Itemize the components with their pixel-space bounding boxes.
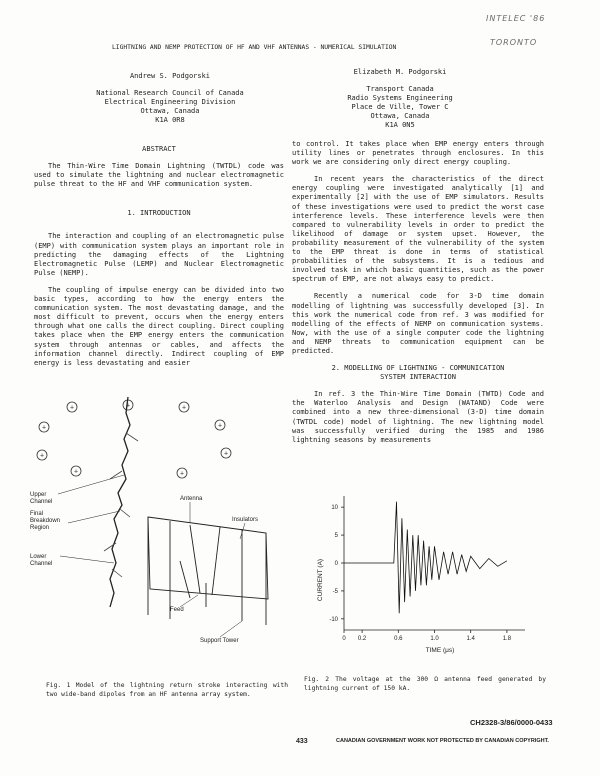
charge-plus: + <box>125 402 131 410</box>
page-number: 433 <box>296 738 308 745</box>
y-tick-label: -10 <box>329 616 338 623</box>
label-feed: Feed <box>170 607 184 613</box>
charge-symbols <box>37 400 231 478</box>
x-tick-label: 1.8 <box>502 636 512 642</box>
label-antenna: Antenna <box>180 496 203 502</box>
affiliation-line: K1A 0R8 <box>155 116 185 125</box>
author-block-1 <box>70 72 270 125</box>
x-tick-label: 1.0 <box>430 636 439 642</box>
handwritten-note: TORONTO <box>490 38 538 47</box>
affiliation-line: National Research Council of Canada <box>96 89 244 98</box>
affiliation-line: Radio Systems Engineering <box>347 94 453 103</box>
author-name: Elizabeth M. Podgorski <box>353 68 447 76</box>
paragraph: Recently a numerical code for 3-D time domain modelling of lightning was successfully developed [3]. In this work the numerical code from ref. 3 was modified for modelling of the effects of NEMP on communication systems. Now, with the use of a single computer code the lightning and NEMP threats to communication equipment can be predicted. <box>292 292 544 355</box>
lightning-branches <box>104 433 138 577</box>
chart-series-line <box>344 502 507 614</box>
affiliation-line: Ottawa, Canada <box>370 112 430 121</box>
abstract-text: The Thin-Wire Time Domain Lightning (TWTDL) code was used to simulate the lightning and nuclear electromagnetic pulse threat to the HF and VHF communication system. <box>34 162 284 189</box>
paragraph: to control. It takes place when EMP energy enters through utility lines or penetrates through enclosures. In this work we are considering only direct energy coupling. <box>292 140 544 167</box>
publication-code: CH2328-3/86/0000-0433 <box>470 718 553 727</box>
figure-2-chart <box>300 490 545 660</box>
charge-plus: + <box>223 450 229 458</box>
label-insulators: Insulators <box>232 517 259 523</box>
affiliation-line: K1A 0N5 <box>385 121 415 130</box>
affiliation-line: Place de Ville, Tower C <box>351 103 449 112</box>
y-tick-label: 5 <box>334 533 338 540</box>
abstract-heading: ABSTRACT <box>142 145 176 153</box>
charge-plus: + <box>69 404 75 412</box>
x-tick-label: 0.2 <box>357 636 367 642</box>
paragraph: In recent years the characteristics of the direct energy coupling were investigated analytically [1] and experimentally [2] with the use of EMP simulators. Results of these investigations were used to predict the worst case interference levels. These interference levels were then compared to vulnerability levels in order to predict the likelihood of damage or system upset. However, the probability measurement of the vulnerability of the system to the EMP threat is done in terms of statistical probabilities of the subsystems. It is a tedious and involved task in which basic quantities, such as the power spectrum of EMP, are not always easy to predict. <box>292 175 544 284</box>
y-tick-label: -5 <box>332 588 338 595</box>
charge-plus: + <box>179 470 185 478</box>
label-lower-channel: Lower Channel <box>30 554 53 567</box>
paper-title: LIGHTNING AND NEMP PROTECTION OF HF AND VHF ANTENNAS - NUMERICAL SIMULATION <box>112 44 397 51</box>
charge-plus: + <box>41 424 47 432</box>
handwritten-note: INTELEC '86 <box>486 14 546 23</box>
section-heading: 2. MODELLING OF LIGHTNING - COMMUNICATION SYSTEM INTERACTION <box>331 364 505 382</box>
figure-1-caption: Fig. 1 Model of the lightning return stroke interacting with two wide-band dipoles from an HF antenna array system. <box>46 682 288 698</box>
affiliation-line: Ottawa, Canada <box>140 107 200 116</box>
left-column <box>34 145 284 376</box>
y-tick-label: 0 <box>334 561 338 567</box>
paragraph: The interaction and coupling of an electromagnetic pulse (EMP) with communication system plays an important role in predicting the damaging effects of the Lightning Electromagnetic Pulse (LEMP) and Nuclear Electromagnetic Pulse (NEMP). <box>34 232 285 277</box>
paragraph: In ref. 3 the Thin-Wire Time Domain (TWTD) Code and the Waterloo Analysis and Design (WATAND) Code were combined into a new three-dimensional (3-D) time domain (TWTDL code) model of lightning. The new lightning model was successfully verified during the 1985 and 1986 lightning seasons by measurements <box>292 390 544 444</box>
chart-y-axis-label: CURRENT (A) <box>317 558 324 602</box>
author-block-2 <box>300 68 500 131</box>
charge-plus: + <box>217 422 223 430</box>
affiliation-line: Transport Canada <box>366 85 434 94</box>
section-heading: 1. INTRODUCTION <box>127 209 191 218</box>
copyright-notice: CANADIAN GOVERNMENT WORK NOT PROTECTED BY CANADIAN COPYRIGHT. <box>336 738 549 744</box>
figure-1-diagram <box>30 393 290 663</box>
label-final-breakdown: Final Breakdown Region <box>30 511 61 531</box>
paragraph: The coupling of impulse energy can be divided into two basic types, according to how the energy enters the communication system. The most devastating damage, and the most difficult to prevent, occurs when the energy enters through what one calls the direct coupling. Direct coupling takes place when the EMP energy enters the communication system through antennas or cables, and affects the information channel directly. Indirect coupling of EMP energy is less devastating and easier <box>34 285 284 367</box>
label-upper-channel: Upper Channel <box>30 492 53 505</box>
author-name: Andrew S. Podgorski <box>129 72 211 80</box>
charge-plus: + <box>73 468 79 476</box>
figure-2-caption: Fig. 2 The voltage at the 300 Ω antenna feed generated by lightning current of 150 kA. <box>304 676 546 692</box>
x-tick-label: 0 <box>342 636 346 642</box>
antenna-array <box>148 517 268 625</box>
x-tick-label: 0.6 <box>394 636 403 642</box>
chart-x-axis-label: TIME (μs) <box>425 647 455 654</box>
x-tick-label: 1.4 <box>466 636 475 642</box>
charge-plus: + <box>39 452 45 460</box>
affiliation-line: Electrical Engineering Division <box>104 98 236 107</box>
right-column <box>292 140 544 453</box>
label-support-tower: Support Tower <box>200 638 239 644</box>
charge-plus: + <box>181 404 187 412</box>
y-tick-label: 10 <box>331 505 338 512</box>
